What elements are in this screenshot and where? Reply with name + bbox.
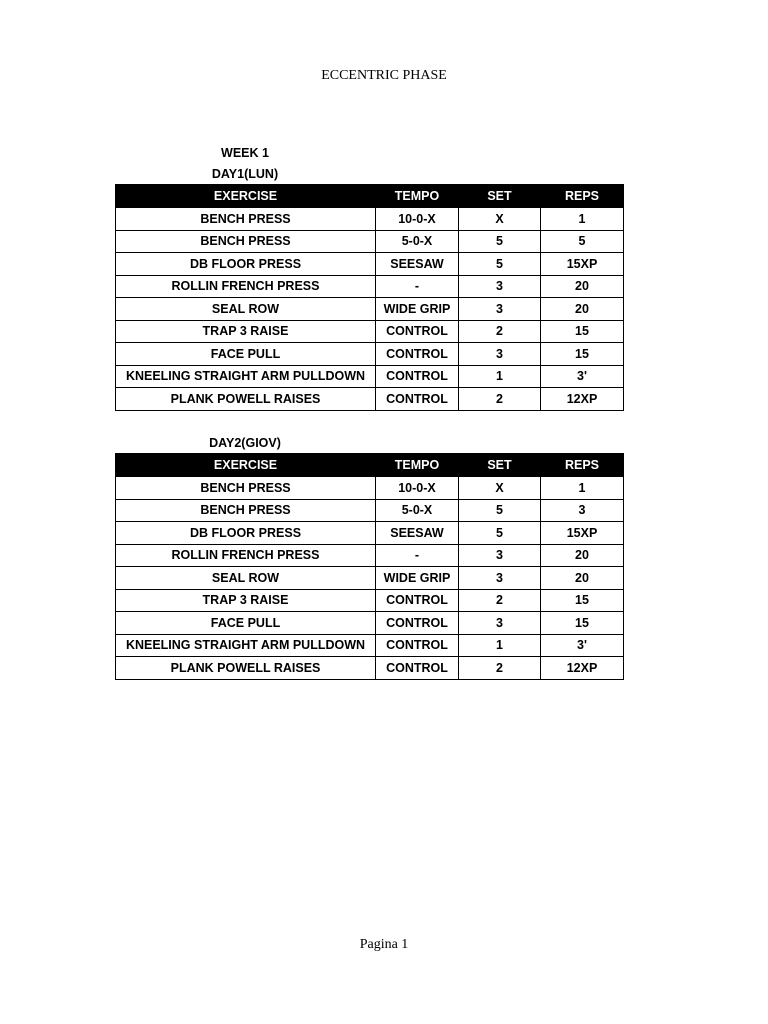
cell-reps: 3'	[541, 365, 624, 388]
cell-tempo: WIDE GRIP	[376, 298, 459, 321]
table-row	[116, 612, 624, 635]
table-row	[116, 388, 624, 411]
cell-set: 5	[459, 499, 541, 522]
cell-exercise: ROLLIN FRENCH PRESS	[116, 544, 376, 567]
cell-exercise: BENCH PRESS	[116, 230, 376, 253]
cell-reps: 3	[541, 499, 624, 522]
cell-set: 2	[459, 657, 541, 680]
cell-exercise: BENCH PRESS	[116, 208, 376, 231]
cell-tempo: CONTROL	[376, 343, 459, 366]
cell-exercise: KNEELING STRAIGHT ARM PULLDOWN	[116, 634, 376, 657]
cell-reps: 15	[541, 612, 624, 635]
header-tempo: TEMPO	[376, 454, 459, 477]
header-set: SET	[459, 454, 541, 477]
cell-reps: 12XP	[541, 657, 624, 680]
cell-exercise: KNEELING STRAIGHT ARM PULLDOWN	[116, 365, 376, 388]
cell-tempo: CONTROL	[376, 589, 459, 612]
cell-reps: 15	[541, 320, 624, 343]
cell-exercise: BENCH PRESS	[116, 499, 376, 522]
day1-label: DAY1(LUN)	[211, 167, 279, 181]
cell-reps: 20	[541, 567, 624, 590]
table-row	[116, 253, 624, 276]
day1-table	[115, 184, 624, 411]
cell-set: 2	[459, 320, 541, 343]
cell-set: 3	[459, 567, 541, 590]
cell-set: 1	[459, 365, 541, 388]
table-header-row	[116, 185, 624, 208]
cell-set: 1	[459, 634, 541, 657]
table-row	[116, 477, 624, 500]
cell-tempo: 5-0-X	[376, 499, 459, 522]
cell-set: 3	[459, 612, 541, 635]
cell-exercise: FACE PULL	[116, 612, 376, 635]
cell-reps: 3'	[541, 634, 624, 657]
cell-exercise: ROLLIN FRENCH PRESS	[116, 275, 376, 298]
cell-reps: 20	[541, 298, 624, 321]
cell-reps: 15XP	[541, 522, 624, 545]
cell-tempo: CONTROL	[376, 657, 459, 680]
cell-reps: 5	[541, 230, 624, 253]
cell-exercise: PLANK POWELL RAISES	[116, 388, 376, 411]
cell-reps: 20	[541, 275, 624, 298]
cell-set: 5	[459, 253, 541, 276]
cell-tempo: -	[376, 275, 459, 298]
cell-tempo: 5-0-X	[376, 230, 459, 253]
cell-exercise: TRAP 3 RAISE	[116, 320, 376, 343]
cell-exercise: TRAP 3 RAISE	[116, 589, 376, 612]
day2-table	[115, 453, 624, 680]
cell-set: X	[459, 477, 541, 500]
header-tempo: TEMPO	[376, 185, 459, 208]
cell-reps: 12XP	[541, 388, 624, 411]
cell-set: 3	[459, 298, 541, 321]
cell-exercise: FACE PULL	[116, 343, 376, 366]
day2-label: DAY2(GIOV)	[209, 436, 281, 450]
table-row	[116, 634, 624, 657]
cell-set: 3	[459, 343, 541, 366]
cell-set: 5	[459, 230, 541, 253]
cell-set: 2	[459, 589, 541, 612]
table-row	[116, 589, 624, 612]
table-row	[116, 343, 624, 366]
header-reps: REPS	[541, 185, 624, 208]
page-title: ECCENTRIC PHASE	[321, 68, 447, 83]
cell-exercise: SEAL ROW	[116, 298, 376, 321]
cell-tempo: SEESAW	[376, 253, 459, 276]
table-row	[116, 298, 624, 321]
cell-tempo: SEESAW	[376, 522, 459, 545]
cell-set: 3	[459, 544, 541, 567]
cell-tempo: WIDE GRIP	[376, 567, 459, 590]
cell-tempo: CONTROL	[376, 612, 459, 635]
cell-exercise: BENCH PRESS	[116, 477, 376, 500]
table-header-row	[116, 454, 624, 477]
page-footer: Pagina 1	[359, 937, 409, 952]
cell-tempo: CONTROL	[376, 634, 459, 657]
cell-reps: 15	[541, 589, 624, 612]
header-reps: REPS	[541, 454, 624, 477]
cell-exercise: SEAL ROW	[116, 567, 376, 590]
cell-reps: 15XP	[541, 253, 624, 276]
cell-tempo: CONTROL	[376, 388, 459, 411]
cell-reps: 20	[541, 544, 624, 567]
cell-exercise: DB FLOOR PRESS	[116, 253, 376, 276]
cell-set: 3	[459, 275, 541, 298]
cell-reps: 15	[541, 343, 624, 366]
cell-reps: 1	[541, 208, 624, 231]
cell-set: 2	[459, 388, 541, 411]
table-row	[116, 208, 624, 231]
header-exercise: EXERCISE	[116, 185, 376, 208]
table-row	[116, 275, 624, 298]
table-row	[116, 522, 624, 545]
cell-exercise: PLANK POWELL RAISES	[116, 657, 376, 680]
header-exercise: EXERCISE	[116, 454, 376, 477]
cell-tempo: CONTROL	[376, 320, 459, 343]
cell-exercise: DB FLOOR PRESS	[116, 522, 376, 545]
cell-set: 5	[459, 522, 541, 545]
table-row	[116, 567, 624, 590]
week-label: WEEK 1	[221, 146, 269, 160]
cell-tempo: 10-0-X	[376, 477, 459, 500]
cell-tempo: 10-0-X	[376, 208, 459, 231]
cell-set: X	[459, 208, 541, 231]
cell-tempo: -	[376, 544, 459, 567]
cell-reps: 1	[541, 477, 624, 500]
table-row	[116, 544, 624, 567]
table-row	[116, 657, 624, 680]
table-row	[116, 499, 624, 522]
header-set: SET	[459, 185, 541, 208]
table-row	[116, 365, 624, 388]
table-row	[116, 230, 624, 253]
table-row	[116, 320, 624, 343]
cell-tempo: CONTROL	[376, 365, 459, 388]
